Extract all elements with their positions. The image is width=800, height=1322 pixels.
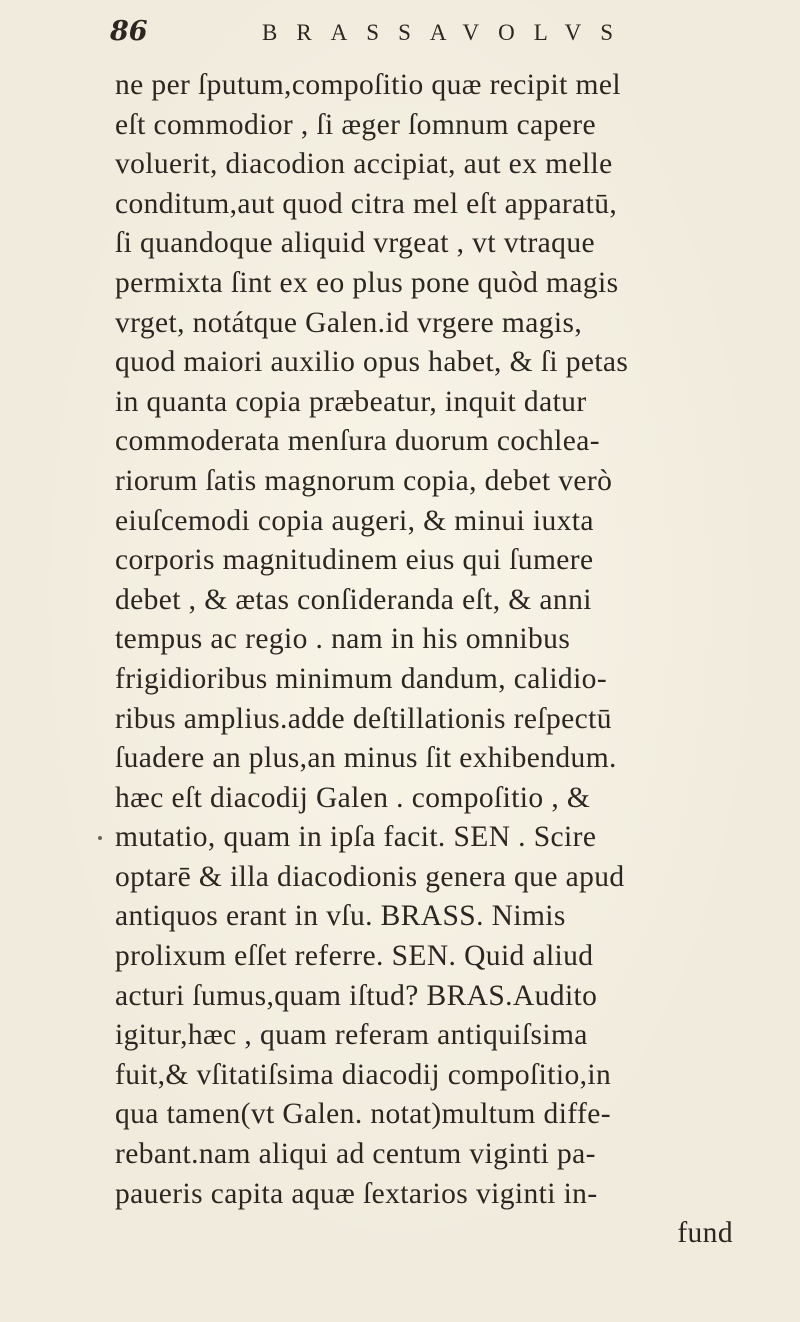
text-line: vrget, notátque Galen.id vrgere magis, (115, 306, 583, 339)
text-line: ſuadere an plus,an minus ſit exhibendum. (115, 742, 617, 775)
text-line: in quanta copia præbeatur, inquit datur (115, 385, 587, 418)
text-line: acturi ſumus,quam iſtud? BRAS.Audito (115, 979, 598, 1012)
page-number: 86 (110, 16, 148, 47)
catchword: fund (677, 1217, 733, 1250)
text-line: conditum,aut quod citra mel eſt apparatū, (115, 187, 618, 220)
text-line: fuit,& vſitatiſsima diacodij compoſitio,in (115, 1058, 612, 1091)
text-line: eſt commodior , ſi æger ſomnum capere (115, 108, 596, 141)
page-header (100, 16, 633, 56)
text-line: commoderata menſura duorum cochlea- (115, 425, 600, 458)
text-line: ne per ſputum,compoſitio quæ recipit mel (115, 69, 621, 101)
text-line: rebant.nam aliqui ad centum viginti pa- (115, 1138, 596, 1171)
text-line: voluerit, diacodion accipiat, aut ex melle (115, 148, 613, 181)
text-line: permixta ſint ex eo plus pone quòd magis (115, 266, 619, 299)
text-line: antiquos erant in vſu. BRASS. Nimis (115, 900, 566, 933)
text-line: mutatio, quam in ipſa facit. SEN . Scire (115, 821, 597, 854)
text-line: paueris capita aquæ ſextarios viginti in- (115, 1177, 598, 1210)
text-line: riorum ſatis magnorum copia, debet verò (115, 464, 613, 497)
text-line: prolixum eſſet referre. SEN. Quid aliud (115, 940, 594, 973)
text-line: debet , & ætas conſideranda eſt, & anni (115, 583, 592, 616)
text-line: eiuſcemodi copia augeri, & minui iuxta (115, 504, 594, 537)
running-head: BRASSAVOLVS (262, 20, 633, 45)
text-line: optarē & illa diacodionis genera que apud (115, 860, 625, 893)
margin-mark (98, 836, 102, 840)
text-line: ribus amplius.adde deſtillationis reſpectū (115, 702, 612, 735)
text-line: frigidioribus minimum dandum, calidio- (115, 662, 608, 695)
text-line: tempus ac regio . nam in his omnibus (115, 623, 571, 656)
text-line: corporis magnitudinem eius qui ſumere (115, 544, 594, 577)
text-line: hæc eſt diacodij Galen . compoſitio , & (115, 781, 591, 814)
text-line: igitur,hæc , quam referam antiquiſsima (115, 1019, 588, 1052)
text-line: ſi quandoque aliquid vrgeat , vt vtraque (115, 227, 595, 260)
text-line: qua tamen(vt Galen. notat)multum diffe- (115, 1098, 611, 1131)
text-line: quod maiori auxilio opus habet, & ſi petas (115, 346, 629, 379)
body-text (115, 66, 775, 1254)
